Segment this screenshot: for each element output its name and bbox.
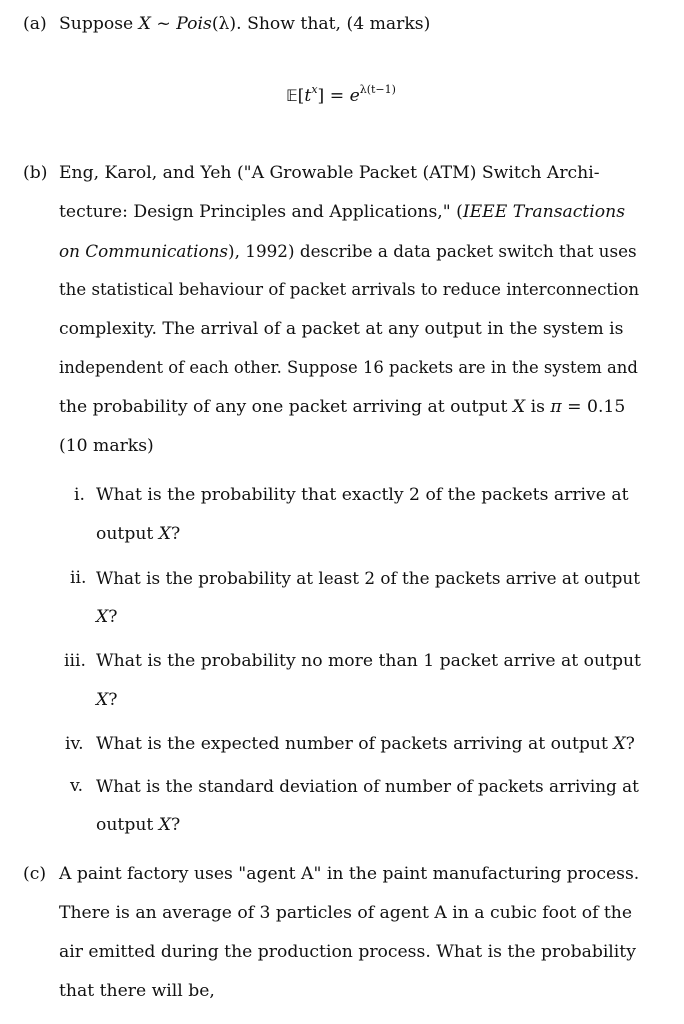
- part-c-line-2: There is an average of 3 particles of agent A in a cubic foot of the: [59, 903, 633, 923]
- part-a-sim: ~: [156, 14, 171, 34]
- part-b-journal-title: IEEE Transactions: [462, 202, 626, 222]
- item-v-label: v.: [70, 776, 84, 796]
- part-b-label: (b): [23, 163, 48, 183]
- part-b-line-3-plain: ), 1992) describe a data packet switch that uses: [228, 241, 637, 261]
- part-b-journal-title-cont: on Communications: [59, 241, 229, 261]
- part-c-label: (c): [23, 864, 47, 884]
- item-v-line-2-text: output: [96, 815, 154, 835]
- part-b-line-4: the statistical behaviour of packet arrivals to reduce interconnection: [59, 280, 640, 299]
- item-iv-label: iv.: [65, 734, 84, 754]
- item-ii-line-1: What is the probability at least 2 of the packets arrive at output: [96, 568, 640, 588]
- item-iv-text: What is the expected number of packets arriving at output: [96, 734, 608, 754]
- item-v-end: ?: [171, 815, 181, 835]
- part-b-line-7-mid: is: [530, 397, 545, 417]
- part-a-prefix: Suppose: [59, 14, 134, 34]
- eq-t-exponent: x: [311, 83, 318, 96]
- item-i-line-2-text: output: [96, 524, 154, 544]
- item-iii-label: iii.: [64, 651, 86, 671]
- item-ii-line-2: [96, 606, 117, 628]
- item-i-label: i.: [74, 485, 85, 505]
- item-iii-line-1: What is the probability no more than 1 packet arrive at output: [96, 651, 641, 671]
- part-a-question: [59, 13, 430, 35]
- part-a-suffix: Show that, (4 marks): [247, 14, 431, 34]
- item-i-line-2: [96, 523, 180, 545]
- item-ii-end: ?: [108, 607, 118, 627]
- part-c-line-1: A paint factory uses "agent A" in the paint manufacturing process.: [59, 864, 640, 884]
- part-b-pi-value: = 0.15: [567, 397, 626, 417]
- part-b-line-7: [59, 396, 641, 418]
- part-b-line-6: independent of each other. Suppose 16 packets are in the system and: [59, 358, 638, 377]
- item-iii-line-2: [96, 689, 117, 711]
- part-b-pi: π: [550, 397, 562, 417]
- item-iii-var: X: [96, 690, 109, 710]
- item-v-line-2: [96, 814, 180, 836]
- part-b-line-1: Eng, Karol, and Yeh ("A Growable Packet (ATM) Switch Archi-: [59, 163, 600, 183]
- item-iv-var: X: [613, 734, 626, 754]
- part-a-var: X: [138, 14, 151, 34]
- eq-bracket-open: [: [297, 86, 305, 106]
- part-a-equation: [286, 85, 396, 109]
- item-iv-line-1: [96, 733, 635, 755]
- part-b-line-2-plain: tecture: Design Principles and Applications," (: [59, 202, 463, 222]
- item-v-line-1: What is the standard deviation of number of packets arriving at: [96, 776, 639, 796]
- item-ii-label: ii.: [70, 568, 87, 588]
- item-i-var: X: [158, 524, 172, 544]
- eq-e: e: [349, 86, 360, 106]
- item-iii-end: ?: [108, 690, 118, 710]
- eq-bracket-close: ] =: [317, 86, 350, 106]
- part-b-line-2: [59, 201, 641, 223]
- part-a-label: (a): [23, 14, 47, 34]
- part-a-dist: Pois: [176, 14, 212, 34]
- part-b-line-5: complexity. The arrival of a packet at any output in the system is: [59, 319, 624, 339]
- part-b-marks: (10 marks): [59, 436, 154, 456]
- eq-e-exponent: λ(t−1): [359, 83, 396, 96]
- item-ii-var: X: [96, 607, 109, 627]
- item-iv-end: ?: [625, 734, 635, 754]
- part-b-line-3: [59, 240, 641, 262]
- part-b-output-var: X: [512, 397, 526, 417]
- part-c-line-4: that there will be,: [59, 981, 215, 1001]
- part-a-lambda: (λ).: [211, 14, 242, 34]
- item-i-line-1: What is the probability that exactly 2 of the packets arrive at: [96, 485, 629, 505]
- expectation-symbol: 𝔼: [286, 86, 298, 105]
- item-i-end: ?: [171, 524, 181, 544]
- item-v-var: X: [158, 815, 172, 835]
- eq-t: t: [304, 86, 312, 106]
- part-b-line-7-prefix: the probability of any one packet arriving at output: [59, 397, 508, 417]
- part-c-line-3: air emitted during the production process. What is the probability: [59, 942, 636, 962]
